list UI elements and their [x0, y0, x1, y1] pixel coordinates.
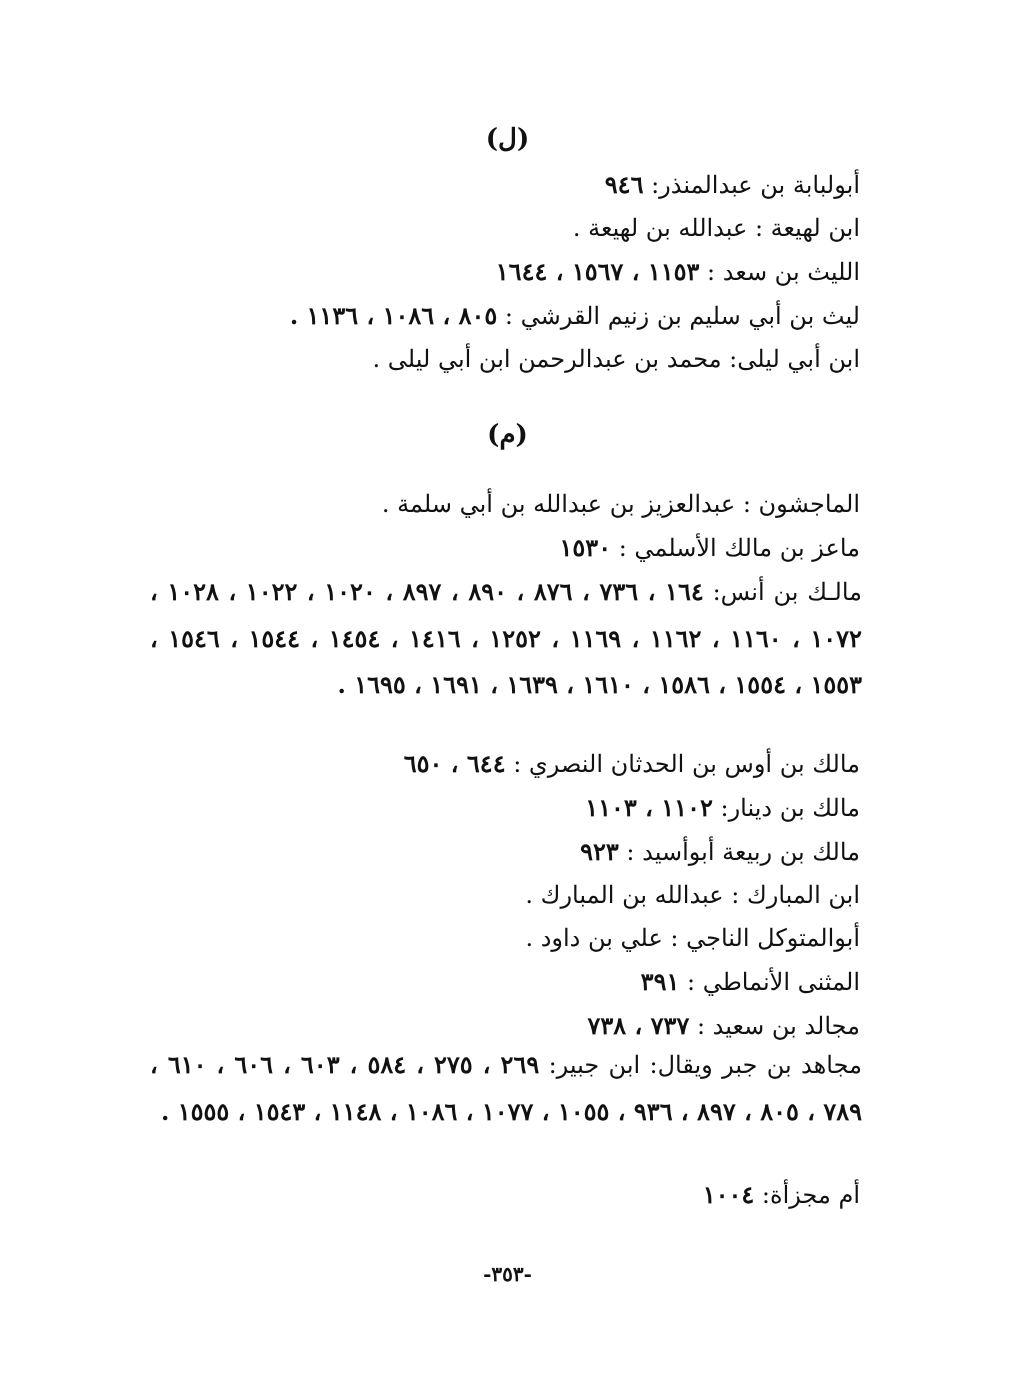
index-entry: [120, 742, 860, 786]
section-mim-entries-long-1: [150, 569, 862, 709]
section-mim-entries-long-2: [150, 1042, 862, 1135]
index-entry: [120, 874, 860, 917]
page-number: -٣٥٣-: [483, 1262, 532, 1286]
entry-name: ماعز بن مالك الأسلمي :: [618, 534, 860, 562]
index-entry: [120, 960, 860, 1004]
entry-numbers: ١١٠٢ ، ١١٠٣: [585, 793, 713, 822]
entry-name: مالك بن ربيعة أبوأسيد :: [626, 838, 860, 866]
entry-name: مالك بن أوس بن الحدثان النصري :: [513, 750, 860, 778]
entry-numbers: ٨٠٥ ، ١٠٨٦ ، ١١٣٦ .: [289, 301, 498, 330]
section-heading-mim: (م): [487, 420, 528, 450]
entry-numbers: ٣٩١: [640, 967, 680, 996]
entry-name: الليث بن سعد :: [707, 258, 860, 286]
index-entry: [120, 917, 860, 960]
entry-numbers: ٩٢٣: [580, 837, 619, 866]
entry-name: مجالد بن سعيد :: [696, 1012, 860, 1040]
entry-name: مجاهد بن جبر ويقال: ابن جبير:: [548, 1051, 862, 1079]
entry-numbers: ١٦٤ ، ٧٣٦ ، ٨٧٦ ، ٨٩٠ ، ٨٩٧ ، ١٠٢٠ ، ١٠٢٢ ، ١٠٢٨ ، ١٠٧٢ ، ١١٦٠ ، ١١٦٢ ، ١١٦٩ ، ١٢٥٢ ، ١٤١٦ ، ١٤٥٤ ، ١٥٤٤ ، ١٥٤٦ ، ١٥٥٣ ، ١٥٥٤ ، ١٥٨٦ ، ١٦١٠ ، ١٦٣٩ ، ١٦٩١ ، ١٦٩٥ .: [150, 577, 862, 699]
index-entry: [120, 338, 860, 381]
entry-name: ابن أبي ليلى: محمد بن عبدالرحمن ابن أبي ليلى .: [372, 345, 860, 373]
index-entry: [120, 786, 860, 830]
index-entry: [150, 569, 862, 709]
index-entry: [120, 830, 860, 874]
entry-numbers: ٧٣٧ ، ٧٣٨: [587, 1011, 690, 1040]
section-mim-entries-mid: [120, 742, 860, 1048]
index-entry: [150, 1042, 862, 1135]
index-entry: [120, 207, 860, 250]
index-entry: [120, 1173, 860, 1217]
entry-name: ليث بن أبي سليم بن زنيم القرشي :: [504, 302, 860, 330]
entry-name: مالـك بن أنس:: [712, 578, 862, 606]
entry-name: الماجشون : عبدالعزيز بن عبدالله بن أبي سلمة .: [381, 490, 860, 518]
section-mim-entries-last: [120, 1173, 860, 1217]
entry-name: أم مجزأة:: [761, 1181, 860, 1209]
entry-numbers: ٢٦٩ ، ٢٧٥ ، ٥٨٤ ، ٦٠٣ ، ٦٠٦ ، ٦١٠ ، ٧٨٩ ، ٨٠٥ ، ٨٩٧ ، ٩٣٦ ، ١٠٥٥ ، ١٠٧٧ ، ١٠٨٦ ، ١١٤٨ ، ١٥٤٣ ، ١٥٥٥ .: [150, 1050, 862, 1126]
entry-name: ابن لهيعة : عبدالله بن لهيعة .: [572, 214, 860, 242]
index-entry: [120, 294, 860, 338]
entry-numbers: ٩٤٦: [604, 170, 644, 199]
entry-numbers: ١٠٠٤: [702, 1180, 755, 1209]
entry-name: ابن المبارك : عبدالله بن المبارك .: [525, 881, 860, 909]
section-mim-entries: [120, 483, 860, 570]
index-entry: [120, 483, 860, 526]
entry-name: أبولبابة بن عبدالمنذر:: [651, 171, 860, 199]
index-entry: [120, 163, 860, 207]
entry-numbers: ٦٤٤ ، ٦٥٠: [403, 749, 506, 778]
entry-numbers: ١١٥٣ ، ١٥٦٧ ، ١٦٤٤: [495, 257, 700, 286]
entry-name: مالك بن دينار:: [720, 794, 860, 822]
index-entry: [120, 250, 860, 294]
entry-numbers: ١٥٣٠: [559, 533, 612, 562]
entry-name: أبوالمتوكل الناجي : علي بن داود .: [525, 924, 860, 952]
entry-name: المثنى الأنماطي :: [686, 968, 860, 996]
section-heading-lam: (ل): [485, 124, 530, 154]
index-entry: [120, 526, 860, 570]
section-lam-entries: [120, 163, 860, 381]
